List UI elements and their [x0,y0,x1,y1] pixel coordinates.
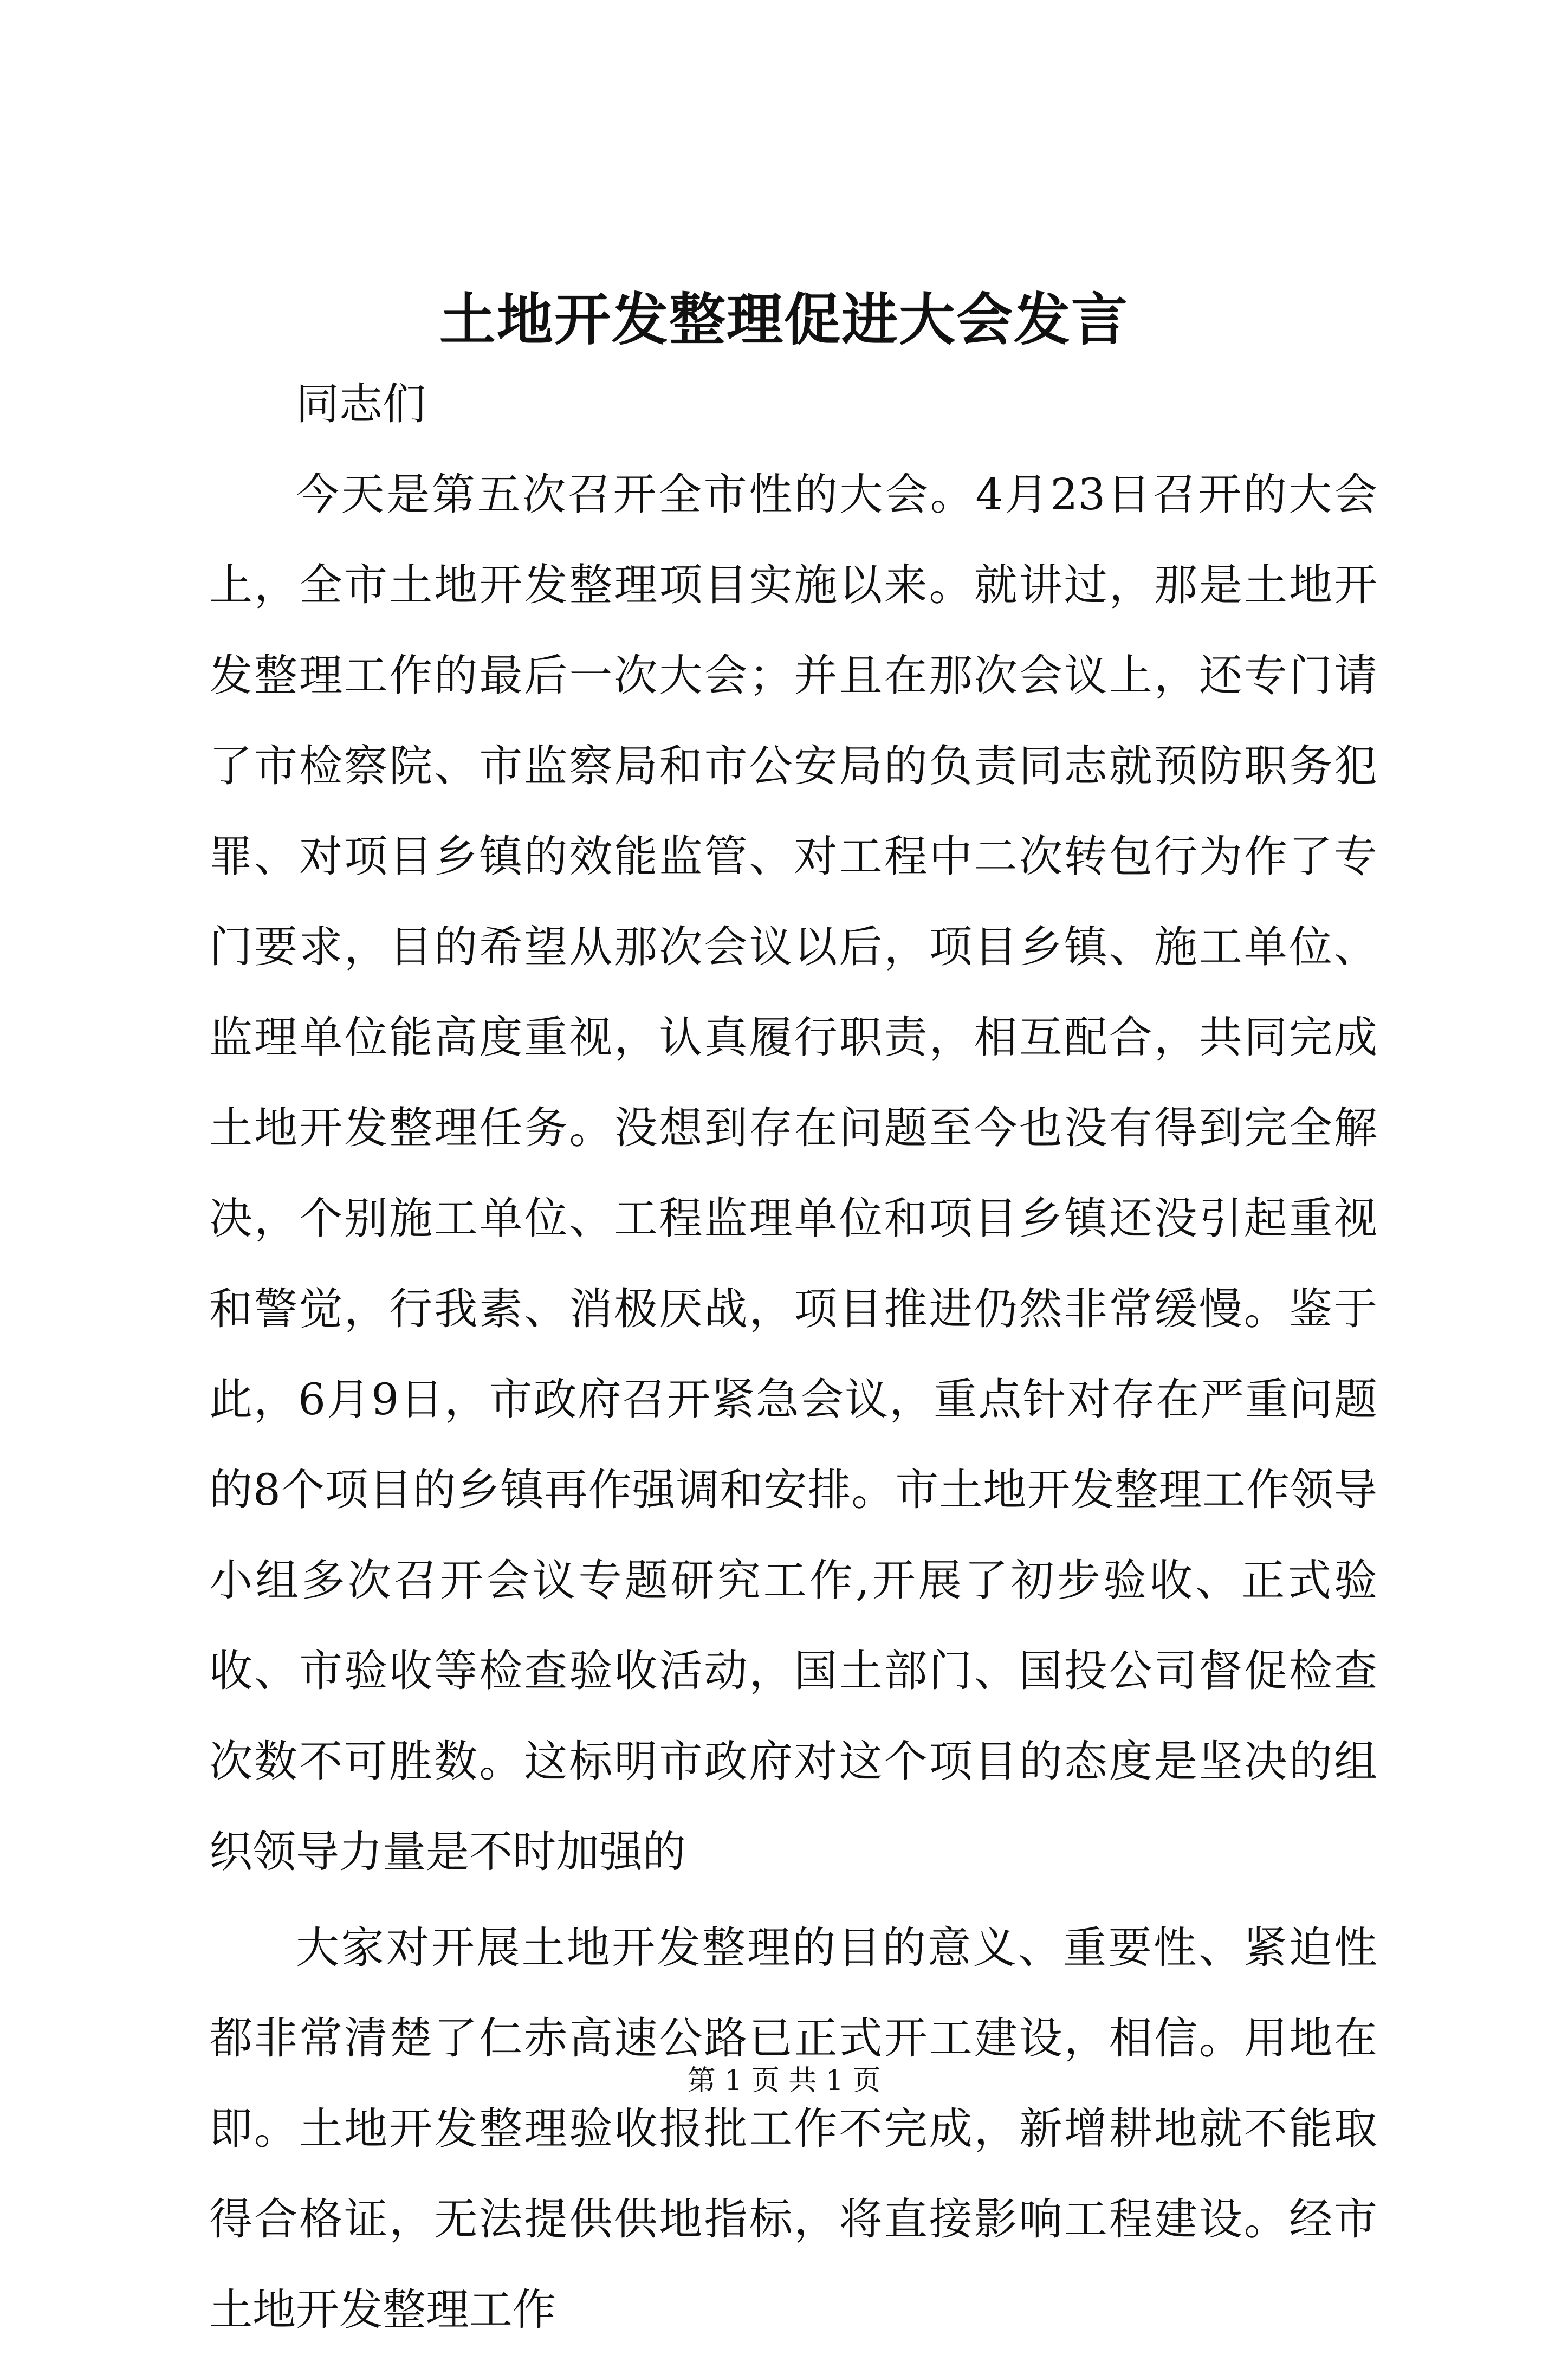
document-body [209,359,1377,2355]
page-footer: 第 1 页 共 1 页 [687,2065,881,2097]
paragraph-2: 大家对开展土地开发整理的目的意义、重要性、紧迫性都非常清楚了仁赤高速公路已正式开工建设，相信。用地在即。土地开发整理验收报批工作不完成，新增耕地就不能取得合格证，无法提供供地指标，将直接影响工程建设。经市土地开发整理工作 [209,1923,1377,2335]
document-title: 土地开发整理促进大会发言 [439,286,1129,353]
paragraph-1: 今天是第五次召开全市性的大会。4月23日召开的大会上，全市土地开发整理项目实施以来。就讲过，那是土地开发整理工作的最后一次大会；并且在那次会议上，还专门请了市检察院、市监察局和市公安局的负责同志就预防职务犯罪、对项目乡镇的效能监管、对工程中二次转包行为作了专门要求，目的希望从那次会议以后，项目乡镇、施工单位、监理单位能高度重视，认真履行职责，相互配合，共同完成土地开发整理任务。没想到存在问题至今也没有得到完全解决，个别施工单位、工程监理单位和项目乡镇还没引起重视和警觉，行我素、消极厌战，项目推进仍然非常缓慢。鉴于此，6月9日，市政府召开紧急会议，重点针对存在严重问题的8个项目的乡镇再作强调和安排。市土地开发整理工作领导小组多次召开会议专题研究工作,开展了初步验收、正式验收、市验收等检查验收活动，国土部门、国投公司督促检查次数不可胜数。这标明市政府对这个项目的态度是坚决的组织领导力量是不时加强的 [209,469,1377,1877]
salutation: 同志们 [296,379,426,429]
